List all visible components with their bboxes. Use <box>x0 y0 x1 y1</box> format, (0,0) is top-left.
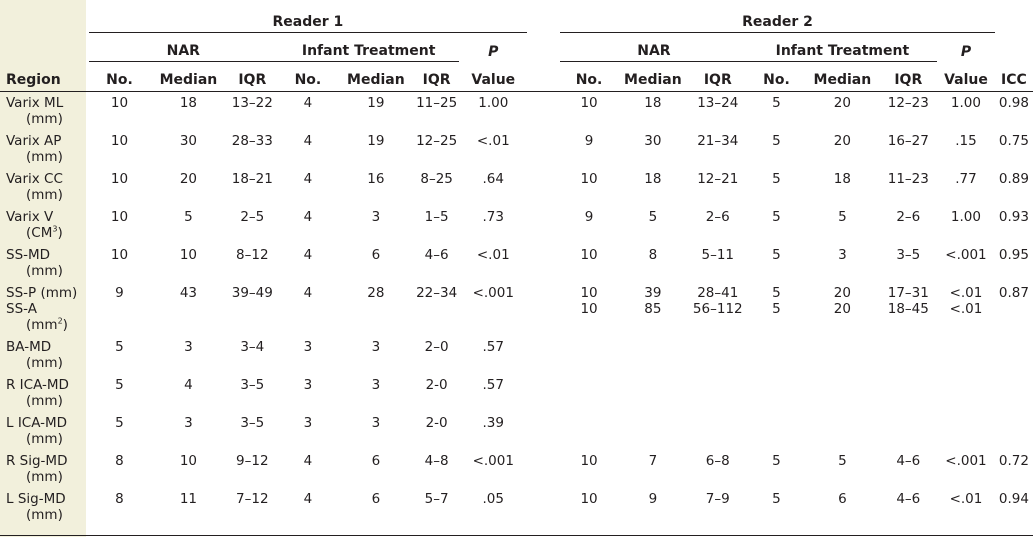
r2-nar-iqr-cell: 6–8 <box>705 453 730 469</box>
r2-it-median-cell: 5 <box>838 453 847 469</box>
icc-cell <box>995 377 1033 415</box>
table-row <box>0 415 1033 453</box>
r1-it-median-header: Median <box>338 62 414 92</box>
r2-p-value-cell: .15 <box>955 133 977 149</box>
r1-it-iqr-cell: 2-0 <box>425 377 448 393</box>
r2-nar-no-cell: 9 <box>584 209 594 225</box>
r1-it-median-cell: 28 <box>367 285 385 301</box>
r2-it-no-header: No. <box>748 62 806 92</box>
r1-nar-iqr-cell: 9–12 <box>236 453 269 469</box>
r2-it-iqr-cell <box>879 415 937 453</box>
r1-it-iqr-cell: 22–34 <box>416 285 458 301</box>
r1-it-no-cell: 4 <box>303 171 313 187</box>
r2-nar-iqr-cell <box>688 377 748 415</box>
region-name: SS-MD <box>6 247 51 263</box>
r2-it-no-cell: 5 <box>772 285 781 301</box>
r1-nar-iqr-cell: 39–49 <box>231 285 273 301</box>
region-name: BA-MD <box>6 339 52 355</box>
r2-it-median-cell <box>805 415 879 453</box>
r1-it-no-header: No. <box>278 62 338 92</box>
r2-nar-iqr-cell: 28–41 <box>697 285 739 301</box>
r1-it-no-cell: 4 <box>303 133 313 149</box>
r2-nar-iqr-cell <box>688 415 748 453</box>
r1-nar-median-cell: 18 <box>179 95 198 111</box>
region-unit: (mm) <box>26 111 63 127</box>
region-cell <box>0 171 89 209</box>
r2-it-iqr-cell: 4–6 <box>896 491 921 507</box>
r1-it-no-cell: 4 <box>303 95 313 111</box>
r2-nar-iqr-cell: 5–11 <box>701 247 735 263</box>
r2-nar-median-cell: 18 <box>644 171 662 187</box>
r1-it-no-cell: 4 <box>303 453 313 469</box>
r2-nar-median-cell: 18 <box>644 95 662 111</box>
r1-it-no-cell: 3 <box>303 339 313 355</box>
r1-nar-iqr-cell: 3–5 <box>240 377 265 393</box>
icc-cell: 0.94 <box>998 491 1029 507</box>
r1-nar-median-cell: 20 <box>179 171 198 187</box>
r1-p-value-header: Value <box>459 62 527 92</box>
r1-p-value-cell <box>459 301 527 339</box>
r1-nar-median-cell: 10 <box>179 247 198 263</box>
r2-it-no-cell <box>748 377 806 415</box>
r1-it-median-cell: 16 <box>367 171 385 187</box>
r1-nar-iqr-cell: 28–33 <box>231 133 273 149</box>
r1-nar-no-cell <box>89 301 151 339</box>
r1-it-iqr-cell: 2–0 <box>424 339 449 355</box>
table-row <box>0 377 1033 415</box>
r2-nar-header: NAR <box>560 33 747 62</box>
r1-it-iqr-cell <box>414 301 459 339</box>
r2-it-no-cell: 5 <box>772 209 781 225</box>
r2-it-iqr-header: IQR <box>879 62 937 92</box>
r1-it-iqr-cell: 1–5 <box>424 209 449 225</box>
region-unit: (mm) <box>26 263 63 279</box>
r2-infant-treatment-header: Infant Treatment <box>748 33 937 62</box>
table-row <box>0 285 1033 301</box>
r1-nar-iqr-cell: 18–21 <box>231 171 273 187</box>
r2-nar-iqr-header: IQR <box>688 62 748 92</box>
table-row <box>0 491 1033 529</box>
r2-it-median-cell: 5 <box>838 209 847 225</box>
r2-it-iqr-cell <box>879 377 937 415</box>
r1-nar-median-cell: 43 <box>179 285 198 301</box>
r1-it-iqr-cell: 2-0 <box>425 415 448 431</box>
r1-nar-iqr-cell: 3–5 <box>240 415 265 431</box>
r1-p-value-cell: .57 <box>482 339 504 355</box>
r2-it-no-cell: 5 <box>772 171 781 187</box>
r1-nar-no-header: No. <box>89 62 151 92</box>
r2-it-no-cell: 5 <box>772 133 781 149</box>
r2-p-header: P <box>960 43 972 60</box>
r2-it-no-cell: 5 <box>772 301 781 317</box>
r1-nar-no-cell: 10 <box>110 133 129 149</box>
icc-cell: 0.72 <box>998 453 1029 469</box>
r2-p-value-cell <box>937 415 995 453</box>
r1-nar-no-cell: 5 <box>115 339 124 355</box>
r1-it-median-cell: 3 <box>371 377 381 393</box>
icc-header: ICC <box>995 62 1033 92</box>
r2-it-iqr-cell: 3–5 <box>896 247 921 263</box>
r1-nar-median-cell: 10 <box>179 453 198 469</box>
r1-p-header: P <box>488 43 499 60</box>
r1-it-median-cell <box>338 301 414 339</box>
r1-nar-no-cell: 10 <box>110 95 129 111</box>
r1-nar-no-cell: 9 <box>115 285 124 301</box>
r1-it-iqr-cell: 12–25 <box>416 133 458 149</box>
r1-nar-median-cell: 4 <box>184 377 193 393</box>
r1-nar-iqr-header: IQR <box>227 62 278 92</box>
r2-p-value-cell <box>937 377 995 415</box>
r2-nar-median-cell: 30 <box>644 133 662 149</box>
region-unit: (mm) <box>26 469 63 485</box>
region-unit: (mm) <box>26 393 63 409</box>
r2-nar-no-cell: 10 <box>580 285 598 301</box>
r1-p-value-cell: 1.00 <box>478 95 509 111</box>
r2-nar-no-cell: 9 <box>584 133 594 149</box>
r2-it-no-cell: 5 <box>772 491 781 507</box>
r2-nar-no-cell: 10 <box>580 95 598 111</box>
r2-p-value-cell: <.001 <box>945 453 987 469</box>
r2-p-value-cell: 1.00 <box>950 209 981 225</box>
r2-it-median-header: Median <box>805 62 879 92</box>
r2-nar-median-cell: 5 <box>648 209 658 225</box>
r2-nar-iqr-cell: 7–9 <box>705 491 730 507</box>
region-cell <box>0 92 89 134</box>
r2-it-no-cell <box>748 415 806 453</box>
r1-it-median-cell: 6 <box>371 491 381 507</box>
r1-it-median-cell: 19 <box>367 95 385 111</box>
region-unit: (mm) <box>26 507 63 523</box>
r1-p-value-cell: .39 <box>482 415 504 431</box>
r1-nar-no-cell: 8 <box>115 453 124 469</box>
region-cell <box>0 285 89 301</box>
region-cell <box>0 377 89 415</box>
r2-nar-iqr-cell: 21–34 <box>697 133 739 149</box>
r1-p-value-cell: <.001 <box>472 453 514 469</box>
region-unit: (mm) <box>26 431 63 447</box>
r2-p-value-cell: <.01 <box>949 301 983 317</box>
region-name: Varix AP <box>6 133 62 149</box>
region-cell <box>0 133 89 171</box>
icc-cell: 0.87 <box>998 285 1029 301</box>
r2-nar-no-cell: 10 <box>580 453 598 469</box>
r2-it-median-cell: 20 <box>833 133 851 149</box>
r2-nar-iqr-cell: 12–21 <box>697 171 739 187</box>
icc-cell: 0.93 <box>998 209 1029 225</box>
r2-it-iqr-cell: 12–23 <box>887 95 929 111</box>
r2-it-iqr-cell: 18–45 <box>887 301 929 317</box>
table-row <box>0 209 1033 247</box>
r2-it-iqr-cell: 16–27 <box>887 133 929 149</box>
region-unit: (mm) <box>26 149 63 165</box>
r1-nar-iqr-cell: 2–5 <box>240 209 265 225</box>
r2-it-median-cell <box>805 339 879 377</box>
table-row <box>0 247 1033 285</box>
region-unit: $(mm^2)$ <box>26 316 68 333</box>
r2-it-median-cell: 18 <box>833 171 851 187</box>
r2-p-value-cell: <.01 <box>949 491 983 507</box>
bottom-rule <box>0 535 1033 536</box>
r1-it-iqr-cell: 4–6 <box>424 247 449 263</box>
region-cell <box>0 301 89 339</box>
r1-it-median-cell: 6 <box>371 247 381 263</box>
r1-p-value-cell: <.01 <box>476 247 510 263</box>
r2-it-iqr-cell: 11–23 <box>887 171 929 187</box>
region-cell <box>0 247 89 285</box>
r1-it-iqr-header: IQR <box>414 62 459 92</box>
r1-p-value-cell: <.001 <box>472 285 514 301</box>
r2-it-iqr-cell: 17–31 <box>887 285 929 301</box>
region-name: R ICA-MD <box>6 377 69 393</box>
icc-cell: 0.95 <box>998 247 1029 263</box>
r1-it-no-cell: 4 <box>303 491 313 507</box>
r2-it-no-cell: 5 <box>772 453 781 469</box>
region-unit: $(CM^3)$ <box>26 224 63 241</box>
r2-it-median-cell: 20 <box>833 95 851 111</box>
region-unit: (mm) <box>26 187 63 203</box>
region-cell <box>0 339 89 377</box>
r1-nar-no-cell: 10 <box>110 209 129 225</box>
icc-cell <box>995 301 1033 339</box>
region-cell <box>0 209 89 247</box>
r2-nar-no-cell: 10 <box>580 171 598 187</box>
r1-nar-median-cell: 11 <box>179 491 198 507</box>
r2-it-median-cell: 3 <box>838 247 847 263</box>
r1-it-no-cell: 4 <box>303 247 313 263</box>
table-row <box>0 92 1033 134</box>
icc-cell <box>995 339 1033 377</box>
icc-cell: 0.89 <box>998 171 1029 187</box>
region-name: L Sig-MD <box>6 491 66 507</box>
r2-it-no-cell: 5 <box>772 95 781 111</box>
region-header: Region <box>0 62 89 92</box>
r1-nar-median-cell: 5 <box>184 209 193 225</box>
r2-nar-no-cell: 10 <box>580 491 598 507</box>
region-name: L ICA-MD <box>6 415 68 431</box>
r2-nar-no-cell <box>560 339 618 377</box>
r2-p-value-header: Value <box>937 62 995 92</box>
r2-it-median-cell: 20 <box>833 285 851 301</box>
region-name: Varix V <box>6 209 54 225</box>
r2-it-iqr-cell <box>879 339 937 377</box>
r1-nar-iqr-cell: 7–12 <box>236 491 269 507</box>
r1-nar-no-cell: 5 <box>115 415 124 431</box>
region-cell <box>0 415 89 453</box>
r2-nar-median-cell: 7 <box>648 453 658 469</box>
region-name: Varix ML <box>6 95 64 111</box>
r1-p-value-cell: <.01 <box>476 133 510 149</box>
r2-p-value-cell: .77 <box>955 171 977 187</box>
r1-nar-median-cell: 30 <box>179 133 198 149</box>
r2-nar-iqr-cell: 56–112 <box>692 301 743 317</box>
icc-cell <box>995 415 1033 453</box>
r1-it-iqr-cell: 8–25 <box>420 171 453 187</box>
r1-it-iqr-cell: 4–8 <box>424 453 449 469</box>
r1-it-no-cell: 3 <box>303 415 313 431</box>
icc-cell: 0.75 <box>998 133 1029 149</box>
r1-it-no-cell: 3 <box>303 377 313 393</box>
r1-infant-treatment-header: Infant Treatment <box>278 33 459 62</box>
r2-nar-median-cell: 9 <box>648 491 658 507</box>
r1-it-iqr-cell: 5–7 <box>424 491 449 507</box>
r1-it-median-cell: 19 <box>367 133 385 149</box>
r2-nar-median-header: Median <box>618 62 688 92</box>
r1-nar-median-cell: 3 <box>184 415 193 431</box>
r1-nar-no-cell: 8 <box>115 491 124 507</box>
r1-nar-iqr-cell <box>227 301 278 339</box>
r2-nar-no-header: No. <box>560 62 618 92</box>
r1-nar-no-cell: 10 <box>110 247 129 263</box>
r2-p-value-cell: 1.00 <box>950 95 981 111</box>
region-cell <box>0 453 89 491</box>
reader2-header: Reader 2 <box>560 0 995 33</box>
r1-p-value-cell: .57 <box>482 377 504 393</box>
table-body <box>0 92 1033 530</box>
region-cell <box>0 491 89 529</box>
r1-it-median-cell: 3 <box>371 209 381 225</box>
r1-it-no-cell: 4 <box>303 209 313 225</box>
r2-nar-median-cell <box>618 377 688 415</box>
r2-p-value-cell: <.01 <box>949 285 983 301</box>
reader1-header: Reader 1 <box>89 0 528 33</box>
r2-nar-iqr-cell: 13–24 <box>697 95 739 111</box>
r2-nar-iqr-cell <box>688 339 748 377</box>
table-row <box>0 339 1033 377</box>
r1-it-median-cell: 3 <box>371 339 381 355</box>
r1-it-iqr-cell: 11–25 <box>416 95 458 111</box>
r1-it-median-cell: 3 <box>371 415 381 431</box>
r1-it-median-cell: 6 <box>371 453 381 469</box>
r2-p-value-cell: <.001 <box>945 247 987 263</box>
r2-it-median-cell <box>805 377 879 415</box>
r2-nar-iqr-cell: 2–6 <box>705 209 730 225</box>
r1-nar-median-cell: 3 <box>184 339 193 355</box>
r2-nar-no-cell <box>560 415 618 453</box>
table-row <box>0 301 1033 339</box>
table-row <box>0 133 1033 171</box>
r1-p-value-cell: .64 <box>482 171 504 187</box>
r2-it-iqr-cell: 4–6 <box>896 453 921 469</box>
r2-it-no-cell: 5 <box>772 247 781 263</box>
r2-nar-no-cell <box>560 377 618 415</box>
r1-p-value-cell: .05 <box>482 491 504 507</box>
table-row <box>0 453 1033 491</box>
r1-nar-median-cell <box>150 301 226 339</box>
r2-nar-median-cell: 85 <box>644 301 662 317</box>
r1-nar-iqr-cell: 8–12 <box>236 247 269 263</box>
r1-nar-header: NAR <box>89 33 278 62</box>
r2-nar-median-cell: 8 <box>648 247 658 263</box>
r2-it-iqr-cell: 2–6 <box>896 209 921 225</box>
r1-it-no-cell <box>278 301 338 339</box>
r2-nar-median-cell <box>618 339 688 377</box>
table-row <box>0 171 1033 209</box>
r2-it-no-cell <box>748 339 806 377</box>
r2-nar-median-cell <box>618 415 688 453</box>
r1-nar-no-cell: 5 <box>115 377 124 393</box>
r2-it-median-cell: 20 <box>833 301 851 317</box>
region-name: Varix CC <box>6 171 63 187</box>
r1-it-no-cell: 4 <box>303 285 313 301</box>
r1-nar-median-header: Median <box>150 62 226 92</box>
region-name: SS-A <box>6 301 37 317</box>
icc-cell: 0.98 <box>998 95 1029 111</box>
region-name: R Sig-MD <box>6 453 68 469</box>
r2-p-value-cell <box>937 339 995 377</box>
r2-nar-no-cell: 10 <box>580 247 598 263</box>
r2-it-median-cell: 6 <box>838 491 847 507</box>
r1-p-value-cell: .73 <box>482 209 504 225</box>
r2-nar-median-cell: 39 <box>644 285 662 301</box>
region-name: SS-P (mm) <box>6 285 78 301</box>
r1-nar-iqr-cell: 13–22 <box>231 95 273 111</box>
region-unit: (mm) <box>26 355 63 371</box>
r1-nar-no-cell: 10 <box>110 171 129 187</box>
r1-nar-iqr-cell: 3–4 <box>240 339 265 355</box>
r2-nar-no-cell: 10 <box>580 301 598 317</box>
